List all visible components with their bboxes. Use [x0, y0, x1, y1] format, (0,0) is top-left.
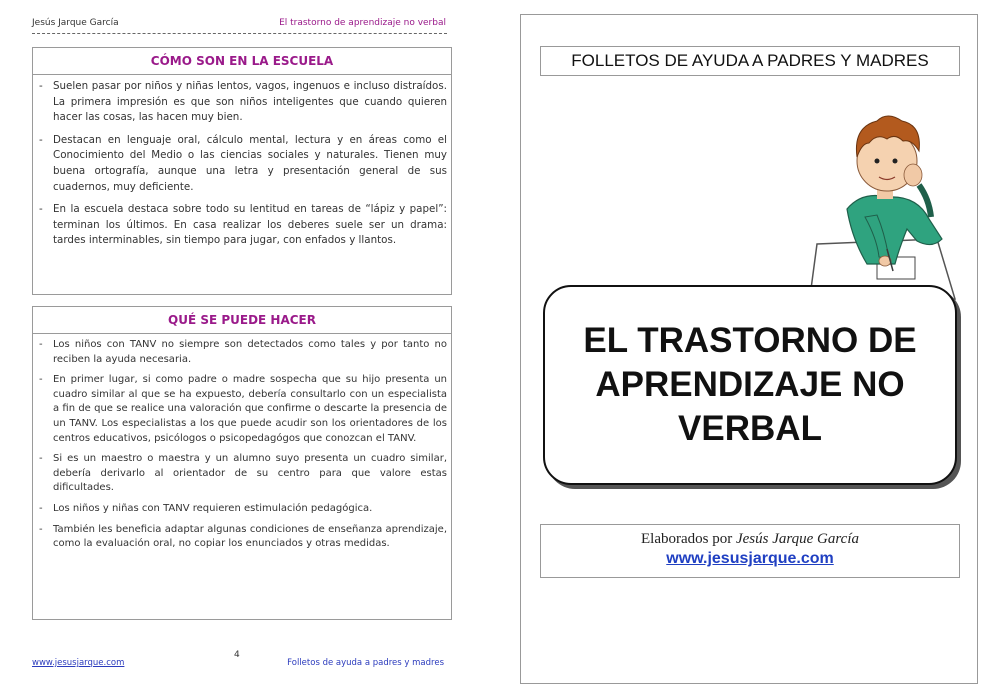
list-item-text: Los niños y niñas con TANV requieren estimulación pedagógica. — [53, 502, 373, 514]
credit-author: Jesús Jarque García — [735, 531, 859, 547]
list-item-text: En primer lugar, si como padre o madre sospecha que su hijo presenta un cuadro similar al que se ha expuesto, debería consultarlo con un especialista a fin de que se realice una valoración que confirme o descarte la presencia de un TANV. Los especialistas a los que puede acudir son los orientadores de los centros educativos, psicólogos o psicopedagógos que conozcan el TANV. — [53, 374, 447, 444]
credit-line — [541, 531, 959, 548]
cover-series-title: FOLLETOS DE AYUDA A PADRES Y MADRES — [540, 46, 960, 76]
list-item-text: También les beneficia adaptar algunas condiciones de enseñanza aprendizaje, como la evaluación oral, no copiar los enunciados y otras medidas. — [53, 523, 447, 550]
list-item: - En la escuela destaca sobre todo su lentitud en tareas de “lápiz y papel”: terminan los últimos. En casa realizar los deberes suele ser un drama: tardes interminables, sin tiempo para jugar, con enfados y llantos. — [39, 203, 447, 247]
list-item: - Los niños con TANV no siempre son detectados como tales y por tanto no reciben la ayuda necesaria. — [39, 339, 447, 365]
section-school — [32, 47, 452, 295]
list-item-text: Destacan en lenguaje oral, cálculo mental, lectura y en áreas como el Conocimiento del Medio o las ciencias sociales y naturales. Tienen muy buena ortografía, aunque una letra y presentación general de sus cuadernos, muy deficiente. — [53, 133, 447, 193]
list-item: - Suelen pasar por niños y niñas lentos, vagos, ingenuos e incluso distraídos. La primera impresión es que son niños inteligentes que cuando quieren hacer las cosas, las hacen muy bien. — [39, 80, 447, 124]
section-school-heading: CÓMO SON EN LA ESCUELA — [33, 48, 451, 75]
list-item: - Los niños y niñas con TANV requieren estimulación pedagógica. — [39, 502, 373, 514]
section-what-to-do — [32, 306, 452, 620]
credit-box — [540, 524, 960, 578]
footer-website-link[interactable]: www.jesusjarque.com — [32, 658, 125, 668]
cover-title — [543, 285, 957, 485]
list-item-text: Suelen pasar por niños y niñas lentos, vagos, ingenuos e incluso distraídos. La primera impresión es que son niños inteligentes que cuando quieren hacer las cosas, las hacen muy bien. — [53, 80, 447, 124]
list-item-text: Los niños con TANV no siempre son detectados como tales y por tanto no reciben la ayuda necesaria. — [53, 339, 447, 365]
credit-prefix: Elaborados por — [640, 531, 733, 547]
cheek-hand — [904, 164, 922, 186]
list-item: - Si es un maestro o maestra y un alumno suyo presenta un cuadro similar, debería derivarlo al orientador de su centro para que valore estas dificultades. — [39, 453, 447, 494]
list-item: - En primer lugar, si como padre o madre sospecha que su hijo presenta un cuadro similar al que se ha expuesto, debería consultarlo con un especialista a fin de que se realice una valoración que confirme o descarte la presencia de un TANV. Los especialistas a los que puede acudir son los orientadores de los centros educativos, psicólogos o psicopedagógos que conozcan el TANV. — [39, 374, 447, 444]
header-author: Jesús Jarque García — [32, 18, 119, 28]
right-eye — [893, 159, 898, 164]
list-item: - También les beneficia adaptar algunas condiciones de enseñanza aprendizaje, como la evaluación oral, no copiar los enunciados y otras medidas. — [39, 523, 447, 550]
footer-series-title: Folletos de ayuda a padres y madres — [287, 658, 444, 668]
page-number: 4 — [234, 650, 240, 660]
header-divider — [32, 33, 447, 34]
boy-writing-illustration — [807, 99, 957, 304]
cover-title-line: EL TRASTORNO DE — [583, 321, 917, 360]
cover-website-link[interactable]: www.jesusjarque.com — [666, 550, 834, 567]
list-item: - Destacan en lenguaje oral, cálculo mental, lectura y en áreas como el Conocimiento del Medio o las ciencias sociales y naturales. Tienen muy buena ortografía, aunque una letra y presentación general de sus cuadernos, muy deficiente. — [39, 133, 447, 193]
header-title: El trastorno de aprendizaje no verbal — [279, 18, 446, 28]
section-what-to-do-heading: QUÉ SE PUEDE HACER — [33, 307, 451, 334]
cover-title-line: APRENDIZAJE NO — [595, 365, 905, 404]
list-item-text: En la escuela destaca sobre todo su lentitud en tareas de “lápiz y papel”: terminan los últimos. En casa realizar los deberes suele ser un drama: tardes interminables, sin tiempo para jugar, con enfados y llantos. — [53, 203, 447, 247]
left-eye — [875, 159, 880, 164]
cover-page — [520, 14, 978, 684]
list-item-text: Si es un maestro o maestra y un alumno suyo presenta un cuadro similar, debería derivarlo al orientador de su centro para que valore estas dificultades. — [53, 453, 447, 494]
cover-title-line: VERBAL — [678, 409, 822, 448]
